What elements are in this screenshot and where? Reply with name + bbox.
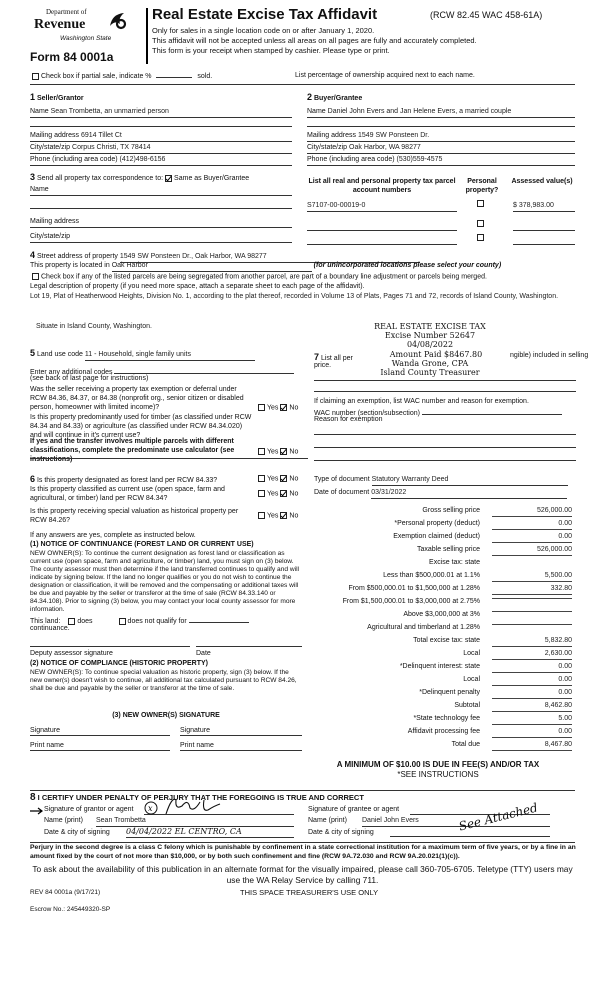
legal-description-label: Legal description of property (if you need more space, attach a separate sheet to each page of the affidavit). — [30, 283, 365, 290]
doc-date-label: Date of document — [314, 489, 370, 496]
historic-yes-label: Yes — [267, 512, 279, 520]
exemption-yes-checkbox[interactable] — [258, 404, 265, 411]
location-select[interactable]: Oak Harbor — [112, 262, 312, 272]
grantor-date-label: Date & city of signing — [44, 829, 110, 836]
tax-row-label: *State technology fee — [413, 715, 480, 722]
tax-row-value[interactable]: 8,467.80 — [492, 741, 572, 751]
does-label: does — [77, 618, 93, 625]
buyer-section-number: 2 — [307, 92, 313, 102]
certify-section-number: 8 — [30, 792, 36, 803]
same-as-buyer-label: Same as Buyer/Grantee — [174, 175, 250, 182]
tax-row-label: Total excise tax: state — [413, 637, 480, 644]
assessed-value-field-2[interactable] — [513, 222, 575, 231]
seller-city-label: City/state/zip — [30, 144, 71, 151]
tax-row-label: Above $3,000,000 at 3% — [403, 611, 480, 618]
personal-property-label: List all per — [320, 355, 353, 362]
current-use-no-checkbox[interactable] — [280, 490, 287, 497]
segregated-checkbox[interactable] — [32, 273, 39, 280]
grantee-block — [308, 800, 576, 842]
grantee-signature-label: Signature of grantee or agent — [308, 806, 400, 813]
correspondence-mail-row[interactable] — [30, 218, 292, 228]
if-yes-text: If any answers are yes, complete as instructed below. — [30, 532, 196, 539]
grantor-name-field[interactable]: Sean Trombetta — [96, 817, 294, 827]
timber-no-checkbox[interactable] — [280, 448, 287, 455]
tax-row-label: From $1,500,000.01 to $3,000,000 at 2.75% — [342, 598, 480, 605]
tax-row-value[interactable]: 0.00 — [492, 676, 572, 686]
situate-text: Situate in Island County, Washington. — [36, 323, 152, 330]
header-line-1: Only for sales in a single location code on or after January 1, 2020. — [152, 26, 375, 35]
located-note: (for unincorporated locations please select your county) — [313, 262, 502, 269]
correspondence-text: Send all property tax correspondence to: — [36, 175, 164, 182]
buyer-city-field[interactable]: Oak Harbor, WA 98277 — [349, 144, 421, 151]
state-label: Washington State — [60, 35, 112, 42]
timber-yes-label: Yes — [267, 448, 279, 456]
exemption-answer — [256, 404, 298, 413]
stamp-line-5: Wanda Grone, CPA — [391, 358, 469, 368]
forest-question: Is this property designated as forest land per RCW 84.33? — [36, 477, 218, 484]
forest-yes-label: Yes — [267, 475, 279, 483]
seller-mail-field[interactable]: 6914 Tillet Ct — [80, 132, 122, 139]
tax-row-label: Exemption claimed (deduct) — [393, 533, 480, 540]
owner-signature-2-label: Signature — [180, 727, 210, 734]
correspondence-section-number: 3 — [30, 172, 36, 182]
tax-row-value[interactable]: 526,000.00 — [492, 507, 572, 517]
seller-mail-row — [30, 132, 292, 142]
wac-field[interactable] — [422, 407, 562, 415]
seller-name-field[interactable]: Sean Trombetta, an unmarried person — [50, 108, 169, 115]
deputy-signature-field[interactable] — [30, 642, 190, 647]
seller-phone-field[interactable]: (412)498-6156 — [119, 156, 166, 163]
correspondence-mail-label: Mailing address — [30, 218, 80, 225]
rcw-reference: (RCW 82.45 WAC 458-61A) — [430, 10, 543, 20]
tax-row-label: Less than $500,000.01 at 1.1% — [383, 572, 480, 579]
buyer-city-row — [307, 144, 575, 154]
tax-row-label: From $500,000.01 to $1,500,000 at 1.28% — [348, 585, 480, 592]
owner-signature-2[interactable] — [180, 727, 302, 736]
dept-label: Department of — [46, 8, 87, 16]
owner-print-2-label: Print name — [180, 742, 214, 749]
reason-line-3[interactable] — [314, 454, 576, 461]
form-title: Real Estate Excise Tax Affidavit — [152, 6, 378, 23]
seller-section — [30, 92, 292, 170]
timber-answer — [256, 448, 298, 457]
deputy-date-label: Date — [196, 650, 211, 657]
owner-print-1[interactable] — [30, 742, 170, 751]
correspondence-city-label: City/state/zip — [30, 233, 71, 240]
treasurer-use-label: THIS SPACE TREASURER'S USE ONLY — [240, 888, 379, 897]
buyer-name-label: Name — [307, 108, 326, 115]
partial-sale-sold: sold. — [197, 73, 213, 80]
land-use-code-field[interactable]: 11 - Household, single family units — [85, 351, 255, 361]
deputy-signature-label: Deputy assessor signature — [30, 650, 113, 657]
ownership-note: List percentage of ownership acquired next to each name. — [295, 72, 475, 79]
buyer-heading: Buyer/Grantee — [313, 95, 363, 102]
tax-calculation — [300, 507, 576, 757]
grantor-signature-label: Signature of grantor or agent — [44, 806, 134, 813]
tax-row-label: Subtotal — [454, 702, 480, 709]
continuance-text: NEW OWNER(S): To continue the current designation as forest land or classification as current use (open space, farm and agriculture, or timber) land, you must sign on (3) below. The county assessor must then determine if the land transferred continues to qualify and will indicate by signing below. If the land no longer qualifies or you do not wish to continue the designation or classification, it will be removed and the compensating or additional taxes will be due and payable by the seller or transferor at the time of sale (RCW 84.33.140 or 84.34.108). Prior to signing (3) below, you may contact your local county assessor for more information. — [30, 550, 300, 614]
tax-row-value[interactable]: 0.00 — [492, 728, 572, 738]
current-use-no-label: No — [289, 490, 299, 498]
doc-date-row — [314, 489, 567, 499]
assessed-col-header: Assessed value(s) — [511, 178, 573, 185]
tax-row-label: Affidavit processing fee — [407, 728, 480, 735]
partial-sale-row — [30, 70, 212, 82]
tax-row-label: Local — [463, 676, 480, 683]
predominant-use-note: If yes and the transfer involves multiple parcels with different classifications, complete the predominate use calculator (see instructions) — [30, 438, 235, 463]
qualify-line[interactable] — [189, 616, 249, 623]
land-use-label: Land use code — [36, 351, 83, 358]
reason-line-2[interactable] — [314, 441, 576, 448]
seller-name-line2 — [30, 118, 292, 127]
tax-row-label: Agricultural and timberland at 1.28% — [367, 624, 480, 631]
stamp-line-1: REAL ESTATE EXCISE TAX — [374, 322, 486, 331]
wa-emblem-icon — [106, 10, 128, 32]
buyer-phone-field[interactable]: (530)559-4575 — [396, 156, 443, 163]
personal-property-section — [314, 352, 589, 472]
personal-property-checkbox-2[interactable] — [477, 220, 484, 227]
see-instructions: *SEE INSTRUCTIONS — [397, 770, 479, 779]
continuance-heading: (1) NOTICE OF CONTINUANCE (FOREST LAND OR CURRENT USE) — [30, 541, 254, 548]
parcel-number-field-3[interactable] — [307, 236, 457, 245]
tax-row-value[interactable] — [492, 598, 572, 599]
perjury-text — [30, 844, 578, 862]
header-line-3: This form is your receipt when stamped by cashier. Please type or print. — [152, 46, 390, 55]
historic-no-checkbox[interactable] — [280, 512, 287, 519]
tax-row-value[interactable] — [492, 611, 572, 612]
owner-print-2[interactable] — [180, 742, 302, 751]
compliance-text: NEW OWNER(S): To continue special valuation as historic property, sign (3) below. If the new owner(s) doesn't wish to continue, all additional tax calculated pursuant to RCW 84.26, shall be due and payable by the seller or transferor at the time of sale. — [30, 669, 297, 693]
header-divider — [146, 8, 148, 64]
tax-row-label: Local — [463, 650, 480, 657]
revision-label: REV 84 0001a (9/17/21) — [30, 889, 101, 896]
buyer-section — [307, 92, 575, 170]
grantee-date-label: Date & city of signing — [308, 829, 374, 836]
owner-print-1-label: Print name — [30, 742, 64, 749]
land-use-section-number: 5 — [30, 348, 36, 358]
seller-mail-label: Mailing address — [30, 132, 80, 139]
seller-city-field[interactable]: Corpus Christi, TX 78414 — [72, 144, 151, 151]
personal-property-label-c: ngible) included in selling — [510, 352, 589, 359]
current-use-answer — [256, 490, 298, 499]
correspondence-name-label: Name — [30, 186, 49, 193]
same-as-buyer-checkbox[interactable] — [165, 175, 172, 182]
forest-no-checkbox[interactable] — [280, 475, 287, 482]
parcel-number-field-2[interactable] — [307, 222, 457, 231]
does-not-label: does not qualify for — [127, 618, 187, 625]
forest-answer — [256, 475, 298, 484]
tax-row-value[interactable] — [492, 624, 572, 625]
additional-codes-label: Enter any additional codes — [30, 369, 113, 376]
does-checkbox[interactable] — [68, 618, 75, 625]
stamp-line-4: Amount Paid $8467.80 — [356, 350, 516, 359]
assessed-value-field-3[interactable] — [513, 236, 575, 245]
exemption-question: Was the seller receiving a property tax exemption or deferral under RCW 84.36, 84.37, or 84.38 (nonprofit org., senior citizen or disabled person, homeowner with limited income)? — [30, 386, 244, 411]
street-label: Street address of property — [36, 253, 118, 260]
personal-property-section-number: 7 — [314, 352, 320, 362]
timber-no-label: No — [289, 448, 299, 456]
grantee-name-field[interactable]: Daniel John Evers — [362, 817, 550, 827]
correspondence-name-line2[interactable] — [30, 200, 292, 209]
grantor-date-field[interactable]: 04/04/2022 EL CENTRO, CA — [126, 827, 294, 838]
grantor-name-label: Name (print) — [44, 817, 83, 824]
seller-heading: Seller/Grantor — [36, 95, 84, 102]
exemption-claim-label: If claiming an exemption, list WAC number and reason for exemption. — [314, 398, 529, 405]
forest-land-section — [30, 474, 308, 754]
parcel-number-field[interactable]: S7107-00-00019-0 — [307, 202, 457, 212]
tax-row-label: Total due — [451, 741, 480, 748]
wac-label: WAC number (section/subsection) — [314, 410, 420, 417]
tax-row-label: *Delinquent penalty — [419, 689, 480, 696]
does-not-checkbox[interactable] — [119, 618, 126, 625]
buyer-mail-row — [307, 132, 575, 142]
exemption-yes-label: Yes — [267, 404, 279, 412]
partial-sale-label: Check box if partial sale, indicate % — [41, 73, 152, 80]
tax-row-value[interactable]: 2,630.00 — [492, 650, 572, 660]
tax-row-value[interactable]: 0.00 — [492, 689, 572, 699]
seller-city-row — [30, 144, 292, 154]
grantee-name-label: Name (print) — [308, 817, 347, 824]
buyer-name-field[interactable]: Daniel John Evers and Jan Helene Evers, a married couple — [327, 108, 512, 115]
certify-divider — [30, 790, 575, 791]
tax-row-value[interactable]: 5,832.80 — [492, 637, 572, 647]
grantor-signature-field[interactable] — [144, 806, 294, 815]
owner-signature-1[interactable] — [30, 727, 170, 736]
buyer-phone-label: Phone (including area code) — [307, 156, 395, 163]
additional-codes-note: (see back of last page for instructions) — [30, 375, 149, 382]
doc-date-field[interactable]: 03/31/2022 — [371, 489, 567, 499]
footer-divider — [30, 842, 575, 843]
timber-yes-checkbox[interactable] — [258, 448, 265, 455]
parcel-table — [307, 178, 575, 248]
alternate-format-text: To ask about the availability of this publication in an alternate format for the visually impaired, please call 360-705-6705. Teletype (TTY) users may use the WA Relay Service by calling 711. — [32, 864, 573, 885]
correspondence-city-row[interactable] — [30, 233, 292, 243]
exemption-no-checkbox[interactable] — [280, 404, 287, 411]
escrow-number: Escrow No.: 245449320-SP — [30, 906, 111, 913]
doc-type-label: Type of document — [314, 476, 370, 483]
tax-row-label: Excise tax: state — [429, 559, 480, 566]
tax-row-value[interactable]: 0.00 — [492, 663, 572, 673]
see-attached-handwriting: See Attached — [457, 800, 540, 834]
current-use-yes-checkbox[interactable] — [258, 490, 265, 497]
property-section-number: 4 — [30, 250, 36, 260]
personal-property-label-b: price. — [314, 362, 332, 369]
buyer-mail-field[interactable]: 1549 SW Ponsteen Dr. — [357, 132, 430, 139]
partial-sale-checkbox[interactable] — [32, 73, 39, 80]
seller-phone-label: Phone (including area code) — [30, 156, 118, 163]
buyer-name-row — [307, 108, 575, 118]
arrow-icon — [30, 807, 44, 815]
exemption-no-label: No — [289, 404, 299, 412]
tax-row-value[interactable]: 5,500.00 — [492, 572, 572, 582]
land-use-section — [30, 348, 308, 468]
revenue-label: Revenue — [34, 17, 86, 32]
tax-row-label: *Personal property (deduct) — [394, 520, 480, 527]
buyer-phone-row — [307, 156, 575, 166]
personal-property-checkbox-3[interactable] — [477, 234, 484, 241]
tax-row-label: *Delinquent interest: state — [399, 663, 480, 670]
current-use-yes-label: Yes — [267, 490, 279, 498]
stamp-line-3: 04/08/2022 — [406, 340, 454, 350]
personal-property-line-2[interactable] — [314, 385, 576, 392]
grantor-signature-image — [142, 796, 232, 818]
land-use-divider — [30, 458, 308, 459]
tax-row-value[interactable]: 332.80 — [492, 585, 572, 595]
historic-question: Is this property receiving special valuation as historical property per RCW 84.26? — [30, 508, 239, 524]
seller-name-row — [30, 108, 292, 118]
tax-row-value[interactable]: 8,462.80 — [492, 702, 572, 712]
buyer-city-label: City/state/zip — [307, 144, 348, 151]
buyer-name-line2 — [307, 118, 575, 127]
seller-phone-row — [30, 156, 292, 166]
personal-col-header: Personal property? — [465, 178, 499, 194]
segregated-label: Check box if any of the listed parcels are being segregated from another parcel, are part of a boundary line adjustment or parcels being merged. — [41, 273, 487, 281]
reason-line-1[interactable] — [314, 428, 576, 435]
correspondence-name-row[interactable] — [30, 186, 292, 196]
legal-description-field[interactable]: Lot 19, Plat of Heatherwood Heights, Division No. 1, according to the plat thereof, recorded in Volume 13 of Plats, Pages 71 and 72, records of Island County, Washington. — [30, 293, 559, 300]
grantor-block — [30, 806, 300, 842]
personal-property-line-1[interactable] — [314, 374, 576, 381]
form-number: Form 84 0001a — [30, 50, 114, 64]
seller-section-number: 1 — [30, 92, 36, 102]
buyer-mail-label: Mailing address — [307, 132, 357, 139]
tax-row-label: Gross selling price — [422, 507, 480, 514]
continuance-label: continuance. — [30, 625, 70, 632]
svg-text:x: x — [148, 804, 153, 813]
correspondence-section — [30, 172, 292, 250]
personal-property-checkbox-1[interactable] — [477, 200, 484, 207]
tax-row-value[interactable]: 5.00 — [492, 715, 572, 725]
new-owner-heading: (3) NEW OWNER(S) SIGNATURE — [112, 712, 220, 719]
owner-signature-1-label: Signature — [30, 727, 60, 734]
current-use-question: Is this property classified as current use (open space, farm and agricultural, or timber) land per RCW 84.34? — [30, 486, 225, 502]
forest-section-number: 6 — [30, 474, 36, 484]
header-line-2: This affidavit will not be accepted unless all areas on all pages are fully and accurately completed. — [152, 36, 477, 45]
doc-type-field[interactable]: Statutory Warranty Deed — [372, 476, 568, 486]
this-land-label: This land: — [30, 618, 61, 625]
partial-divider — [30, 84, 575, 85]
tax-row-value[interactable]: 0.00 — [492, 533, 572, 543]
assessed-value-field[interactable]: $ 378,983.00 — [513, 202, 575, 212]
deputy-date-field[interactable] — [196, 642, 302, 647]
certify-heading-text: I CERTIFY UNDER PENALTY OF PERJURY THAT THE FOREGOING IS TRUE AND CORRECT — [37, 793, 364, 802]
forest-no-label: No — [289, 475, 299, 483]
reason-label: Reason for exemption — [314, 416, 383, 423]
street-address-field[interactable]: 1549 SW Ponsteen Dr., Oak Harbor, WA 98277 — [120, 253, 420, 263]
stamp-line-6: Island County Treasurer — [380, 367, 480, 377]
tax-row-label: Taxable selling price — [416, 546, 480, 553]
stamp-line-2: Excise Number 52647 — [384, 331, 476, 341]
tax-row-value[interactable]: 0.00 — [492, 520, 572, 530]
tax-row-value[interactable]: 526,000.00 — [492, 546, 572, 556]
partial-sale-percent-field[interactable] — [156, 70, 192, 78]
compliance-heading: (2) NOTICE OF COMPLIANCE (HISTORIC PROPERTY) — [30, 660, 208, 667]
forest-yes-checkbox[interactable] — [258, 475, 265, 482]
dor-logo — [30, 8, 140, 44]
seller-name-label: Name — [30, 108, 49, 115]
timber-question: Is this property predominantly used for timber (as classified under RCW 84.34 and 84.33) or agriculture (as classified under RCW 84.34.020) and will continue in it's current use? — [30, 414, 252, 439]
additional-codes-field[interactable] — [114, 366, 294, 374]
historic-answer — [256, 512, 298, 521]
located-label: This property is located in — [30, 262, 110, 269]
perjury-text-body: Perjury in the second degree is a class C felony which is punishable by confinement in a state correctional institution for a maximum term of five years, or by a fine in an amount fixed by the court of not more than $10,000, or by both such confinement and fine (RCW 9A.72.030 and RCW 9A.20.021(1)(c)). — [30, 844, 576, 860]
historic-no-label: No — [289, 512, 299, 520]
historic-yes-checkbox[interactable] — [258, 512, 265, 519]
minimum-fee-note: A MINIMUM OF $10.00 IS DUE IN FEE(S) AND/OR TAX — [336, 760, 540, 769]
doc-type-row — [314, 476, 568, 486]
parcel-col-header: List all real and personal property tax parcel account numbers — [308, 178, 456, 194]
